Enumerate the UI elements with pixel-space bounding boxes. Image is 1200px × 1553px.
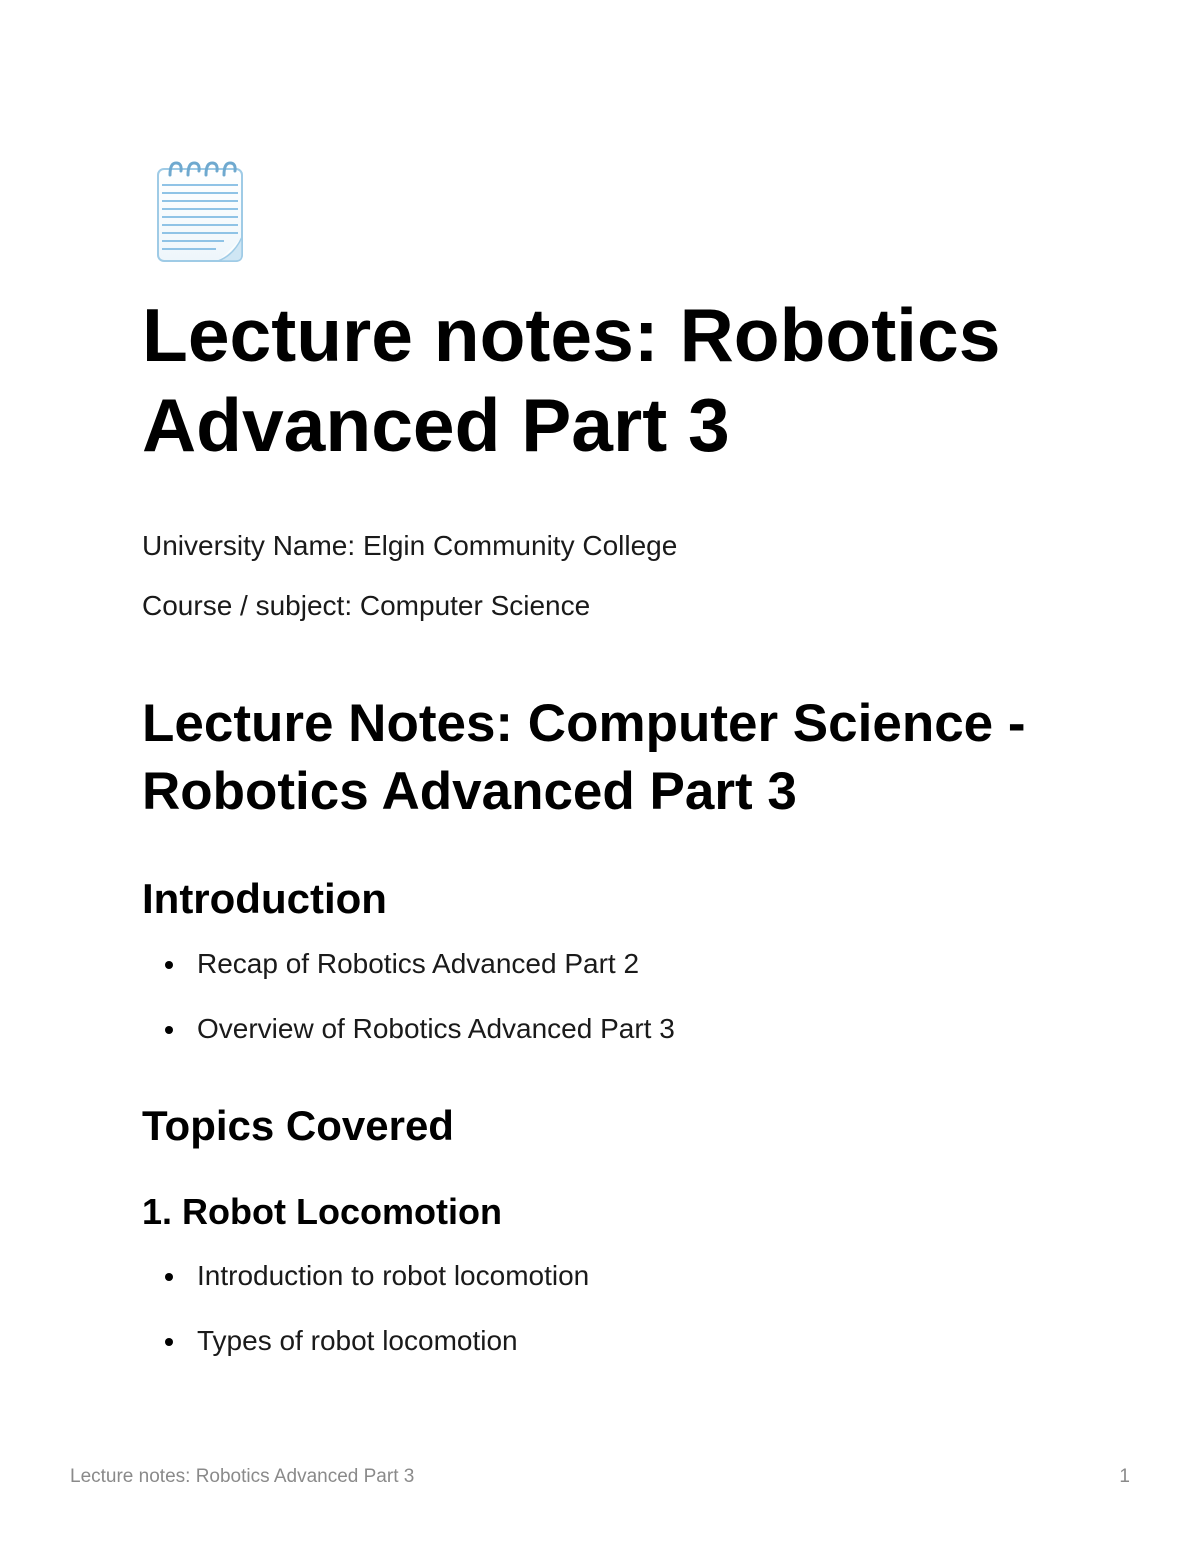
list-item-text: Introduction to robot locomotion [197, 1260, 590, 1291]
robot-locomotion-list [142, 1260, 589, 1390]
list-item [142, 1260, 589, 1325]
document-title: Lecture notes: Robotics Advanced Part 3 [142, 293, 1001, 467]
footer-title: Lecture notes: Robotics Advanced Part 3 [70, 1466, 415, 1487]
list-item [142, 948, 675, 1013]
list-item-text: Types of robot locomotion [197, 1325, 518, 1356]
page-number: 1 [1119, 1466, 1130, 1487]
university-name: University Name: Elgin Community College [142, 530, 678, 561]
list-item [142, 1325, 589, 1390]
bullet-icon [165, 1026, 173, 1034]
bullet-icon [165, 1273, 173, 1281]
robot-locomotion-heading: 1. Robot Locomotion [142, 1191, 502, 1232]
course-subject: Course / subject: Computer Science [142, 590, 591, 621]
introduction-list [142, 948, 675, 1078]
list-item [142, 1013, 675, 1078]
bullet-icon [165, 961, 173, 969]
notepad-icon [154, 155, 246, 265]
list-item-text: Overview of Robotics Advanced Part 3 [197, 1013, 675, 1044]
list-item-text: Recap of Robotics Advanced Part 2 [197, 948, 640, 979]
topics-covered-heading: Topics Covered [142, 1102, 454, 1149]
lecture-heading: Lecture Notes: Computer Science - Robotics Advanced Part 3 [142, 694, 1026, 821]
bullet-icon [165, 1338, 173, 1346]
introduction-heading: Introduction [142, 875, 387, 922]
